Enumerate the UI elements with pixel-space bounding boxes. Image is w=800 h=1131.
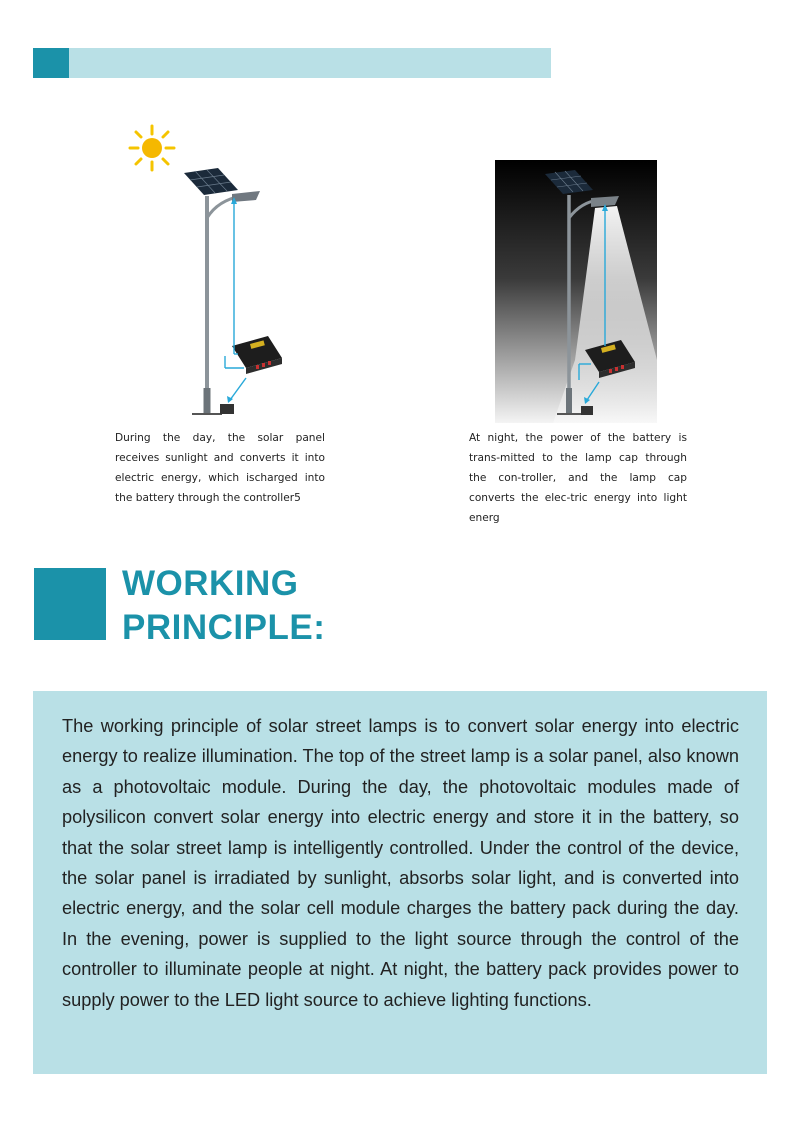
day-illustration: [110, 118, 340, 423]
body-panel: [33, 691, 767, 1074]
section-heading: [122, 562, 325, 650]
header-bar-accent: [33, 48, 69, 78]
solar-street-lamp-night-icon: [495, 160, 657, 423]
body-paragraph: The working principle of solar street lamps is to convert solar energy into electric energy to realize illumination. The top of the street lamp is a solar panel, also known as a photovoltaic module. During the day, the photovoltaic modules made of polysilicon convert solar energy into electric energy and store it in the battery, so that the solar street lamp is intelligently controlled. Under the control of the device, the solar panel is irradiated by sunlight, absorbs solar light, and is converted into electric energy, and the solar cell module charges the battery pack during the day. In the evening, power is supplied to the light source through the control of the controller to illuminate people at night. At night, the battery pack provides power to supply power to the LED light source to achieve lighting functions.: [62, 716, 739, 1010]
day-caption: During the day, the solar panel receives sunlight and converts it into electric energy, which ischarged into the battery through the controller5: [115, 432, 325, 504]
solar-street-lamp-day-icon: [110, 118, 340, 423]
heading-line-1: WORKING: [122, 564, 299, 603]
night-caption: At night, the power of the battery is trans-mitted to the lamp cap through the con-troller, and the lamp cap converts the elec-tric energy into light energ: [469, 432, 687, 524]
heading-accent-square: [34, 568, 106, 640]
night-illustration: [495, 160, 657, 423]
heading-line-2: PRINCIPLE:: [122, 608, 326, 647]
header-bar: [33, 48, 551, 78]
